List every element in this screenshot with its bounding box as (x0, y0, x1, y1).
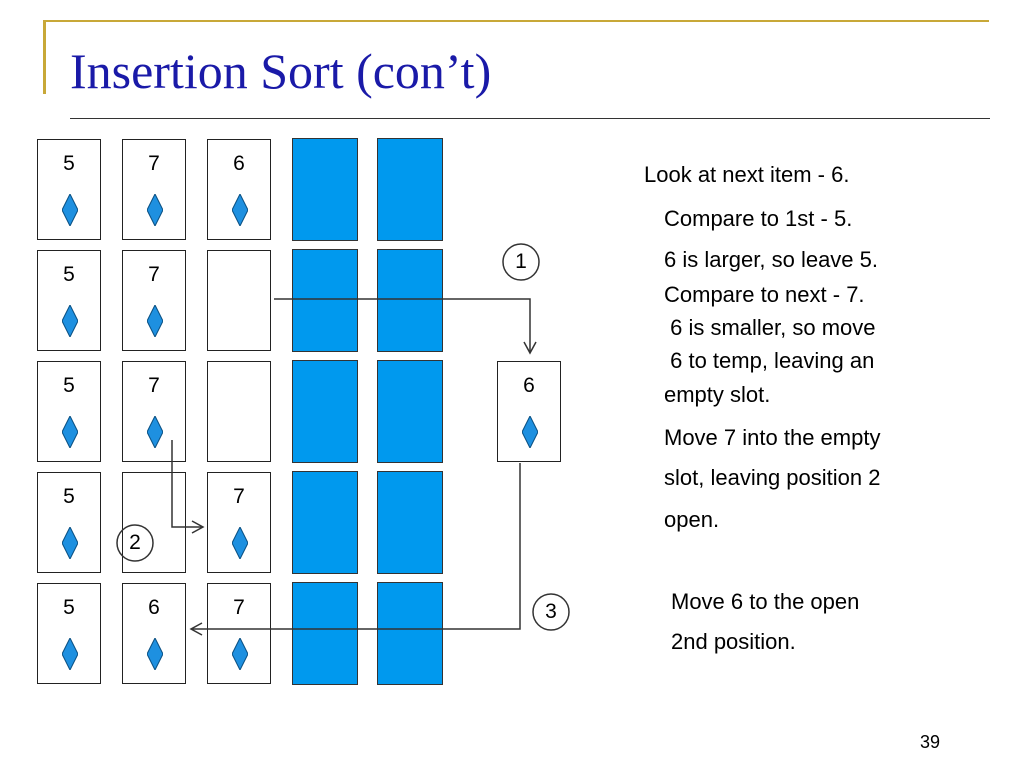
arrow-shift-right (172, 440, 202, 527)
card-value: 7 (233, 596, 245, 619)
explanation-line: slot, leaving position 2 (664, 465, 881, 490)
page-number: 39 (920, 732, 941, 752)
card-value: 7 (148, 263, 160, 286)
card-value: 6 (233, 152, 245, 175)
explanation-line: open. (664, 507, 720, 532)
explanation-line: Compare to next - 7. (664, 282, 865, 307)
step-marker-2: 2 (129, 531, 141, 554)
slide-title: Insertion Sort (con’t) (70, 43, 492, 99)
explanation-line: Move 7 into the empty (664, 425, 881, 450)
arrow-temp-to-slot (192, 463, 520, 629)
card-value: 7 (233, 485, 245, 508)
step-marker-3: 3 (545, 600, 557, 623)
card-value: 6 (148, 596, 160, 619)
temp-card-value: 6 (523, 374, 535, 397)
card-value: 5 (63, 263, 75, 286)
final-step-line: 2nd position. (671, 629, 796, 654)
card-value: 5 (63, 596, 75, 619)
explanation-line: 6 to temp, leaving an (664, 348, 875, 373)
explanation-line: 6 is larger, so leave 5. (664, 247, 879, 272)
card-value: 5 (63, 152, 75, 175)
card-value: 5 (63, 485, 75, 508)
card-value: 7 (148, 374, 160, 397)
card-value: 5 (63, 374, 75, 397)
arrow-to-temp (274, 299, 530, 352)
card-value: 7 (148, 152, 160, 175)
final-step-line: Move 6 to the open (671, 589, 860, 614)
explanation-line: 6 is smaller, so move (664, 315, 876, 340)
step-marker-1: 1 (515, 250, 527, 273)
explanation-line: empty slot. (664, 382, 771, 407)
explanation-intro: Look at next item - 6. (644, 162, 850, 187)
explanation-line: Compare to 1st - 5. (664, 206, 853, 231)
